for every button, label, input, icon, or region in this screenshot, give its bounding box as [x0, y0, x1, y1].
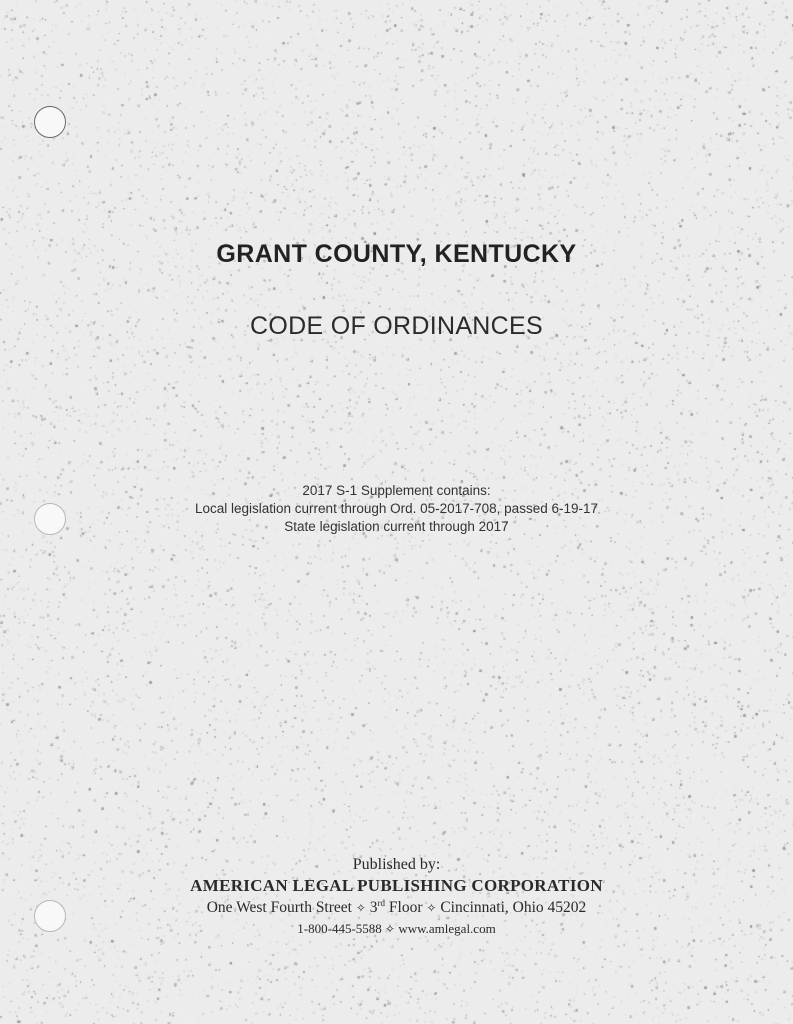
address-floor-word: Floor	[388, 899, 423, 916]
supplement-line-3: State legislation current through 2017	[284, 519, 509, 534]
separator-icon: ✧	[426, 901, 437, 915]
punch-hole-top	[34, 106, 66, 138]
supplement-line-2: Local legislation current through Ord. 05-2017-708, passed 6-19-17	[194, 501, 598, 516]
address-floor-suffix: rd	[377, 897, 386, 908]
separator-icon: ✧	[385, 922, 396, 936]
publisher-contact	[0, 919, 793, 939]
published-by-label: Published by:	[352, 856, 441, 873]
address-street: One West Fourth Street	[206, 899, 352, 916]
supplement-notice	[0, 482, 793, 536]
document-subtitle: CODE OF ORDINANCES	[250, 312, 543, 340]
supplement-line-1: 2017 S-1 Supplement contains:	[302, 483, 491, 498]
address-city: Cincinnati, Ohio 45202	[440, 899, 587, 916]
publisher-block	[0, 854, 793, 939]
publisher-phone: 1-800-445-5588	[297, 921, 382, 936]
address-floor-number: 3	[369, 899, 378, 916]
publisher-address	[0, 897, 793, 919]
publisher-website: www.amlegal.com	[398, 921, 496, 936]
document-title: GRANT COUNTY, KENTUCKY	[216, 240, 577, 268]
separator-icon: ✧	[355, 901, 366, 915]
publisher-name: AMERICAN LEGAL PUBLISHING CORPORATION	[190, 876, 603, 895]
